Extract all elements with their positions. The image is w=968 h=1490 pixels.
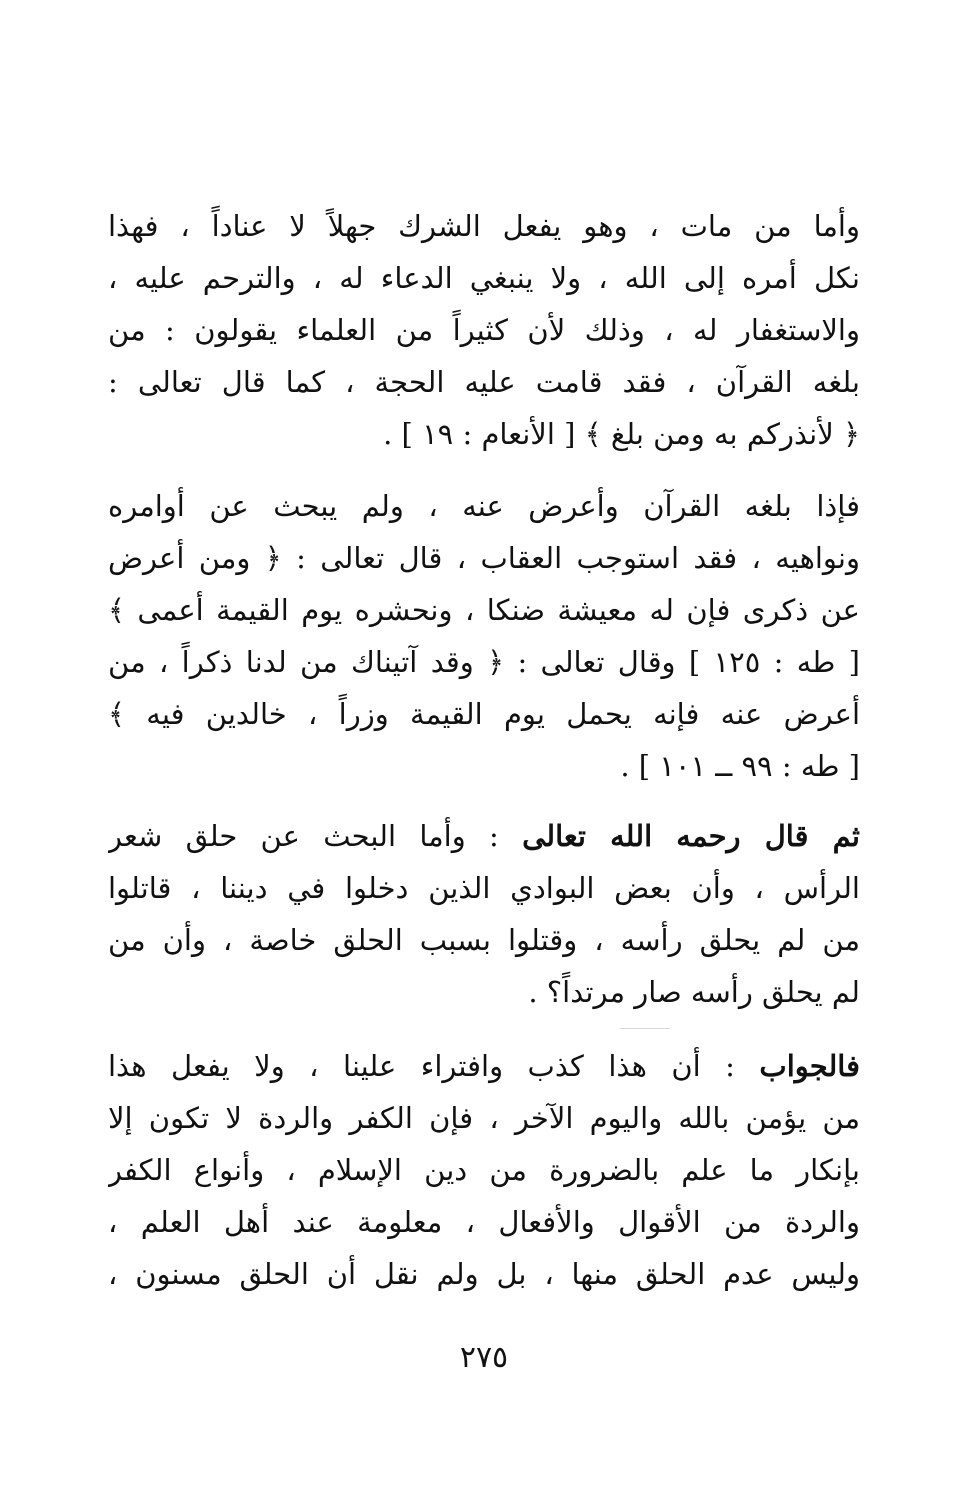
paragraph-4-line-4: والردة من الأقوال والأفعال ، معلومة عند أهل العلم ، [108,1205,860,1239]
paragraph-2-line-2: ونواهيه ، فقد استوجب العقاب ، قال تعالى : ﴿ ومن أعرض [108,541,860,575]
paragraph-1-line-4: بلغه القرآن ، فقد قامت عليه الحجة ، كما قال تعالى : [108,365,860,399]
paragraph-3 [108,810,860,1018]
paragraph-3-line-2: الرأس ، وأن بعض البوادي الذين دخلوا في ديننا ، قاتلوا [108,871,860,905]
paragraph-1 [108,200,860,460]
paragraph-3-lead: ثم قال رحمه الله تعالى [522,819,860,853]
paragraph-3-line-3: من لم يحلق رأسه ، وقتلوا بسبب الحلق خاصة ، وأن من [108,923,860,957]
paragraph-2-line-6: [ طه : ٩٩ ــ ١٠١ ] . [620,749,860,783]
paragraph-2 [108,480,860,792]
paragraph-2-line-1: فإذا بلغه القرآن وأعرض عنه ، ولم يبحث عن أوامره [108,489,860,523]
paragraph-3-line-1 [108,810,860,862]
paragraph-2-line-3: عن ذكرى فإن له معيشة ضنكا ، ونحشره يوم القيمة أعمى ﴾ [108,593,860,627]
paragraph-4-line-1 [108,1040,860,1092]
paragraph-2-line-4: [ طه : ١٢٥ ] وقال تعالى : ﴿ وقد آتيناك من لدنا ذكراً ، من [108,645,860,679]
paragraph-1-line-1: وأما من مات ، وهو يفعل الشرك جهلاً لا عناداً ، فهذا [108,209,860,243]
paragraph-4-line-1-rest: : أن هذا كذب وافتراء علينا ، ولا يفعل هذا [108,1049,760,1083]
paragraph-4-line-5: وليس عدم الحلق منها ، بل ولم نقل أن الحلق مسنون ، [108,1257,860,1291]
paragraph-4 [108,1040,860,1300]
paragraph-4-lead: فالجواب [759,1049,860,1083]
paragraph-2-line-5: أعرض عنه فإنه يحمل يوم القيمة وزراً ، خالدين فيه ﴾ [108,697,860,731]
scan-speck [620,1028,670,1029]
paragraph-1-line-5: ﴿ لأنذركم به ومن بلغ ﴾ [ الأنعام : ١٩ ] . [383,417,860,451]
paragraph-1-line-2: نكل أمره إلى الله ، ولا ينبغي الدعاء له ، والترحم عليه ، [108,261,860,295]
paragraph-3-line-1-rest: : وأما البحث عن حلق شعر [108,819,523,853]
paragraph-4-line-3: بإنكار ما علم بالضرورة من دين الإسلام ، وأنواع الكفر [108,1153,860,1187]
paragraph-3-line-4: لم يحلق رأسه صار مرتداً؟ . [528,975,860,1009]
paragraph-1-line-3: والاستغفار له ، وذلك لأن كثيراً من العلماء يقولون : من [108,313,860,347]
page-number: ٢٧٥ [459,1340,509,1375]
paragraph-4-line-2: من يؤمن بالله واليوم الآخر ، فإن الكفر والردة لا تكون إلا [108,1101,860,1135]
